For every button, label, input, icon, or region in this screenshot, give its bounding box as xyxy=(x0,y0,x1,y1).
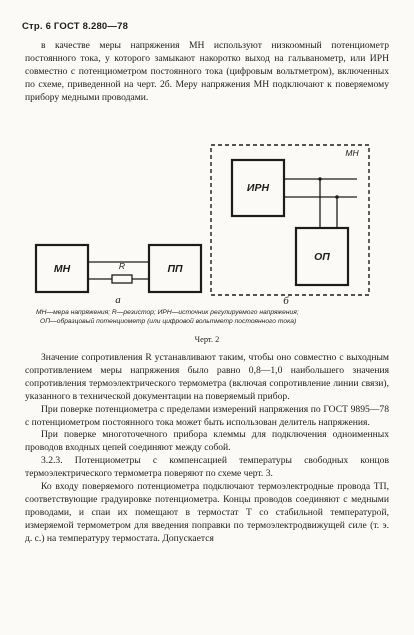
label-a: а xyxy=(115,294,121,306)
op-label: ОП xyxy=(314,251,330,263)
paragraph-thermocouple: Ко входу поверяемого потенциометра подключают термоэлектродные провода ТП, соответствующие градуировке потенциометра. Концы проводов соединяют с медными проводами, и спаи их помещают в термостат Т со стабильной температурой, измеряемой термометром для введения поправки по термоэлектродвижущей силе (т. э. д. с.) на температуру термостата. Допускается xyxy=(25,481,389,544)
body-text xyxy=(25,352,389,546)
paragraph-3-2-3: 3.2.3. Потенциометры с компенсацией температуры свободных концов термоэлектрического термометра поверяют по схеме черт. 3. xyxy=(25,455,389,480)
label-b: б xyxy=(283,295,289,307)
r-label: R xyxy=(118,261,126,271)
mn-dashed-frame xyxy=(211,145,369,295)
paragraph-divider: При поверке потенциометра с пределами измерений напряжения по ГОСТ 9895—78 с потенциометром постоянного тока может быть использован делитель напряжения. xyxy=(25,403,389,428)
mn-label-left: МН xyxy=(53,263,71,275)
figure-caption: Черт. 2 xyxy=(194,335,220,344)
page-header: Стр. 6 ГОСТ 8.280—78 xyxy=(22,21,129,32)
figure-legend xyxy=(36,309,386,326)
paragraph-multipoint: При поверке многоточечного прибора клеммы для подключения одноименных проводов входных цепей соединяют между собой. xyxy=(25,429,389,454)
irn-label: ИРН xyxy=(246,182,270,194)
paragraph-resistance: Значение сопротивления R устанавливают таким, чтобы оно совместно с выходным сопротивлением меры напряжения было равно 0,8—1,0 наибольшего значения сопротивления термоэлектрического термометра (включая сопротивление линии связи), указанного в технической документации на поверяемый прибор. xyxy=(25,352,389,402)
legend-line-1: МН—мера напряжения; R—резистор; ИРН—источник регулируемого напряжения; xyxy=(36,309,299,316)
pp-label: ПП xyxy=(167,263,183,275)
intro-text: в качестве меры напряжения МН используют низкоомный потенциометр постоянного тока, у которого замыкают накоротко выход на гальванометр, или ИРН совместно с потенциометром постоянного тока (цифровым вольтметром), включенных по схеме, приведенной на черт. 2б. Меру напряжения МН подключают к поверяемому прибору медными проводами. xyxy=(25,40,389,103)
legend-line-2: ОП—образцовый потенциометр (или цифровой вольтметр постоянного тока) xyxy=(40,317,297,325)
resistor-r xyxy=(112,275,132,283)
mn-label-frame: МН xyxy=(345,148,359,158)
